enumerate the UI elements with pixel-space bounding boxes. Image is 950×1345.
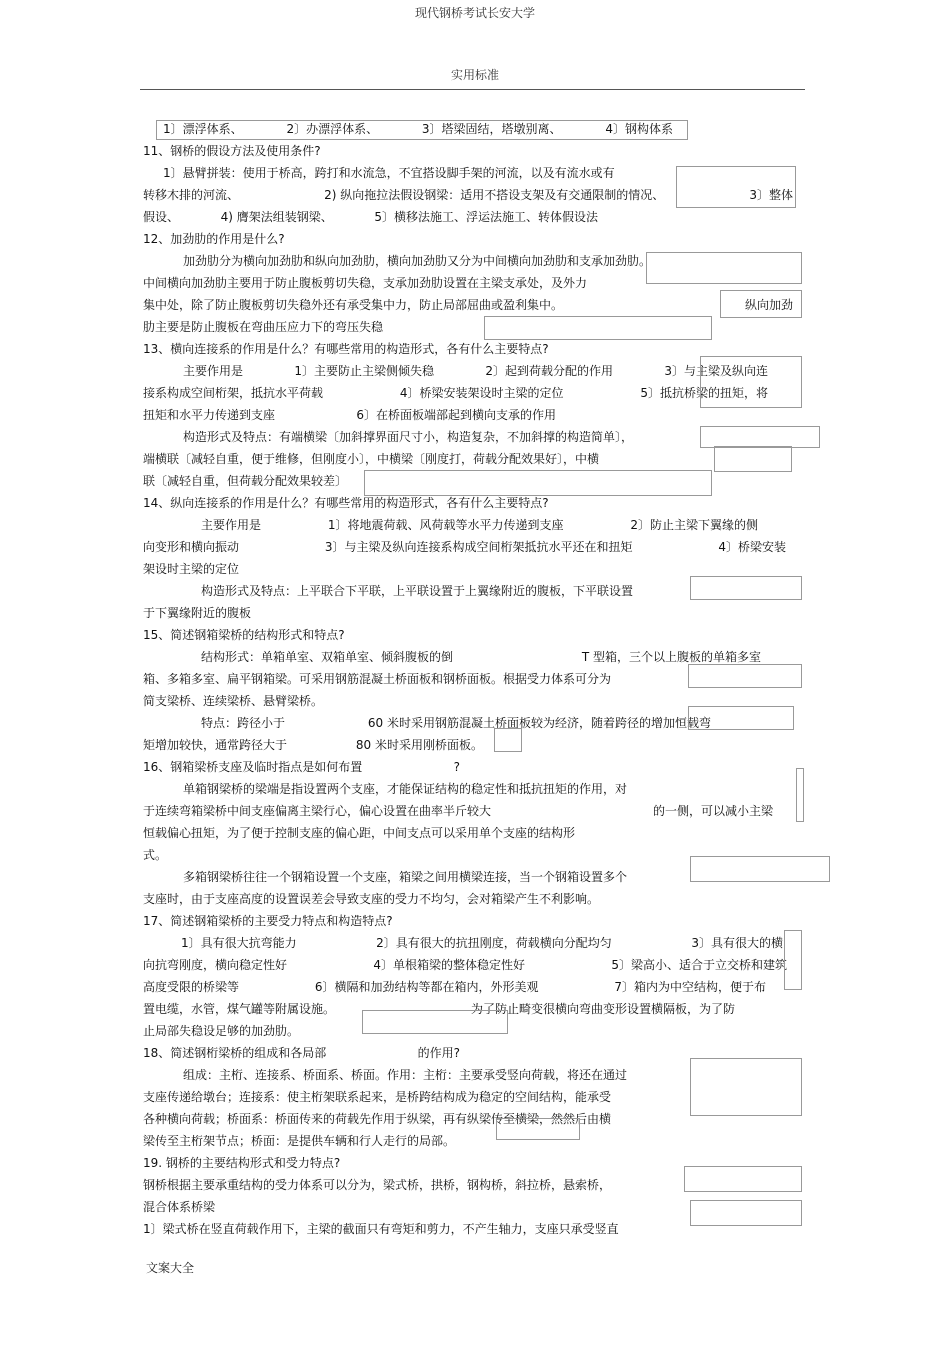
text-line <box>143 602 251 624</box>
text-line <box>143 184 793 206</box>
text-segment: 2〕起到荷载分配的作用 <box>485 364 613 378</box>
text-line <box>143 470 347 492</box>
text-segment: 结构形式：单箱单室、双箱单室、倾斜腹板的倒 <box>201 650 454 664</box>
text-line <box>143 1152 340 1174</box>
text-segment: 置电缆，水管，煤气罐等附属设施。 <box>143 1002 336 1016</box>
text-line <box>143 1086 611 1108</box>
text-segment: 12、加劲肋的作用是什么? <box>143 232 285 246</box>
text-segment: 为了防止畸变很横向弯曲变形设置横隔板，为了防 <box>470 1002 735 1016</box>
text-segment: 向变形和横向振动 <box>143 540 240 554</box>
text-segment: 假设、 <box>143 210 180 224</box>
text-line <box>143 624 345 646</box>
scan-box <box>484 316 712 340</box>
text-segment: 1〕梁式桥在竖直荷载作用下，主梁的截面只有弯矩和剪力，不产生轴力，支座只承受竖直 <box>143 1222 619 1236</box>
text-segment: 端横联〔减轻自重，便于维修，但刚度小〕，中横梁〔刚度打，荷载分配效果好〕，中横 <box>143 452 600 466</box>
text-segment: 3〕塔梁固结，塔墩别离、 <box>421 122 562 136</box>
scan-box <box>690 856 830 882</box>
text-segment: T 型箱，三个以上腹板的单箱多室 <box>581 650 761 664</box>
text-line <box>143 844 167 866</box>
text-segment: 高度受限的桥梁等 <box>143 980 240 994</box>
text-segment: 5〕横移法施工、浮运法施工、转体假设法 <box>374 210 598 224</box>
text-line <box>143 1042 460 1064</box>
text-segment: 向抗弯刚度，横向稳定性好 <box>143 958 288 972</box>
text-segment: 组成：主桁、连接系、桥面系、桥面。作用：主桁：主要承受竖向荷载，将还在通过 <box>183 1068 628 1082</box>
text-segment: 梁传至主桁架节点；桥面：是提供车辆和行人走行的局部。 <box>143 1134 456 1148</box>
text-segment: 止局部失稳设足够的加劲肋。 <box>143 1024 300 1038</box>
text-segment: 6〕横隔和加劲结构等都在箱内，外形美观 <box>314 980 539 994</box>
text-segment: 1〕悬臂拼装：使用于桥高，跨打和水流急，不宜搭设脚手架的河流，以及有流水或有 <box>163 166 615 180</box>
text-line <box>143 1174 611 1196</box>
text-segment: 支座传递给墩台；连接系：使主桁架联系起来，是桥跨结构成为稳定的空间结构，能承受 <box>143 1090 612 1104</box>
text-segment: 1〕将地震荷载、风荷载等水平力传递到支座 <box>327 518 564 532</box>
text-segment: 4〕钢构体系 <box>605 122 673 136</box>
text-segment: 于连续弯箱梁桥中间支座偏离主梁行心，偏心设置在曲率半斤较大 <box>143 804 492 818</box>
scan-box <box>714 446 792 472</box>
text-segment: 架设时主梁的定位 <box>143 562 240 576</box>
text-line <box>183 866 627 888</box>
text-segment: 6〕在桥面板端部起到横向支承的作用 <box>356 408 556 422</box>
text-segment: 3〕与主梁及纵向连 <box>664 364 768 378</box>
text-line <box>183 1064 627 1086</box>
text-line <box>143 1196 215 1218</box>
text-segment: 的作用? <box>417 1046 460 1060</box>
text-segment: 构造形式及特点：上平联合下平联，上平联设置于上翼缘附近的腹板，下平联设置 <box>201 584 634 598</box>
text-line <box>143 1020 299 1042</box>
document-title: 现代钢桥考试长安大学 <box>414 6 535 20</box>
text-line <box>143 1108 611 1130</box>
text-segment: 3〕整体 <box>749 188 793 202</box>
text-line <box>143 316 383 338</box>
text-segment: 特点：跨径小于 <box>201 716 286 730</box>
text-line <box>143 822 575 844</box>
text-segment: 构造形式及特点：有端横梁〔加斜撑界面尺寸小，构造复杂，不加斜撑的构造简单〕， <box>183 430 634 444</box>
text-segment: 1〕漂浮体系、 <box>163 122 243 136</box>
text-line <box>143 228 285 250</box>
text-segment: 主要作用是 <box>183 364 244 378</box>
scan-box <box>684 1166 802 1192</box>
text-segment: 4) 膺架法组装钢梁、 <box>220 210 333 224</box>
text-segment: 18、简述钢桁梁桥的组成和各局部 <box>143 1046 327 1060</box>
text-segment: 2) 纵向拖拉法假设钢梁：适用不搭设支架及有交通限制的情况、 <box>324 188 665 202</box>
text-line <box>143 690 323 712</box>
scan-box <box>796 768 804 822</box>
text-segment: 2〕防止主梁下翼缘的侧 <box>630 518 758 532</box>
text-segment: 于下翼缘附近的腹板 <box>143 606 252 620</box>
text-segment: 混合体系桥梁 <box>143 1200 216 1214</box>
text-segment: 5〕梁高小、适合于立交桥和建筑 <box>611 958 787 972</box>
document-subtitle: 实用标准 <box>450 68 499 82</box>
text-segment: 纵向加劲 <box>744 298 793 312</box>
text-segment: 简支梁桥、连续梁桥、悬臂梁桥。 <box>143 694 324 708</box>
text-segment: 中间横向加劲肋主要用于防止腹板剪切失稳，支承加劲肋设置在主梁支承处，及外力 <box>143 276 588 290</box>
text-segment: 13、横向连接系的作用是什么？有哪些常用的构造形式，各有什么主要特点? <box>143 342 549 356</box>
text-segment: 4〕桥梁安装 <box>718 540 786 554</box>
text-segment: 支座时，由于支座高度的设置误差会导致支座的受力不均匀，会对箱梁产生不利影响。 <box>143 892 600 906</box>
text-line <box>143 382 768 404</box>
text-segment: 4〕桥梁安装架设时主梁的定位 <box>399 386 564 400</box>
header-rule <box>140 89 805 90</box>
text-line <box>201 646 761 668</box>
text-line <box>143 448 599 470</box>
text-segment: 钢桥根据主要承重结构的受力体系可以分为，梁式桥，拱桥，钢构桥，斜拉桥，悬索桥， <box>143 1178 612 1192</box>
scan-box <box>690 1200 802 1226</box>
text-line <box>143 206 598 228</box>
text-segment: 11、钢桥的假设方法及使用条件? <box>143 144 321 158</box>
text-segment: 19. 钢桥的主要结构形式和受力特点? <box>143 1156 341 1170</box>
scan-box <box>690 576 802 600</box>
text-line <box>163 162 683 184</box>
text-line <box>201 514 758 536</box>
text-line <box>183 250 651 272</box>
text-line <box>143 140 321 162</box>
scan-box <box>646 252 802 284</box>
text-line <box>143 558 239 580</box>
text-segment: 集中处，除了防止腹板剪切失稳外还有承受集中力，防止局部屈曲或盈利集中。 <box>143 298 564 312</box>
text-segment: 转移木排的河流、 <box>143 188 240 202</box>
text-segment: 4〕单根箱梁的整体稳定性好 <box>373 958 525 972</box>
text-line <box>143 1218 619 1240</box>
text-segment: 1〕具有很大抗弯能力 <box>181 936 297 950</box>
text-segment: 多箱钢梁桥往往一个钢箱设置一个支座，箱梁之间用横梁连接，当一个钢箱设置多个 <box>183 870 628 884</box>
text-line <box>143 272 587 294</box>
text-segment: 16、钢箱梁桥支座及临时指点是如何布置 <box>143 760 363 774</box>
text-segment: 7〕箱内为中空结构，便于布 <box>614 980 766 994</box>
text-segment: 式。 <box>143 848 168 862</box>
text-segment: 联〔减轻自重，但荷载分配效果较差〕 <box>143 474 348 488</box>
text-line <box>143 954 787 976</box>
text-segment: 扭矩和水平力传递到支座 <box>143 408 276 422</box>
text-line <box>201 580 633 602</box>
scan-box <box>700 426 820 448</box>
text-segment: 恒载偏心扭矩，为了便于控制支座的偏心距，中间支点可以采用单个支座的结构形 <box>143 826 576 840</box>
text-line <box>143 756 460 778</box>
text-segment: 单箱钢梁桥的梁端是指设置两个支座，才能保证结构的稳定性和抵抗扭矩的作用，对 <box>183 782 628 796</box>
text-segment: 主要作用是 <box>201 518 262 532</box>
text-segment: 5〕抵抗桥梁的扭矩，将 <box>640 386 768 400</box>
text-line <box>163 118 673 140</box>
text-line <box>143 910 393 932</box>
text-segment: 2〕办漂浮体系、 <box>286 122 379 136</box>
text-segment: 2〕具有很大的抗扭刚度，荷载横向分配均匀 <box>376 936 612 950</box>
text-line <box>143 734 483 756</box>
text-segment: 矩增加较快，通常跨径大于 <box>143 738 288 752</box>
text-segment: 肋主要是防止腹板在弯曲压应力下的弯压失稳 <box>143 320 384 334</box>
text-line <box>143 888 599 910</box>
text-segment: 80 米时采用刚桥面板。 <box>355 738 483 752</box>
text-line <box>143 404 556 426</box>
text-line <box>183 360 768 382</box>
text-line <box>143 998 735 1020</box>
text-line <box>143 294 793 316</box>
scan-box <box>690 1058 802 1116</box>
text-line <box>143 492 549 514</box>
text-line <box>143 1130 455 1152</box>
text-segment: 17、简述钢箱梁桥的主要受力特点和构造特点? <box>143 914 393 928</box>
text-segment: 箱、多箱多室、扁平钢箱梁。可采用钢筋混凝土桥面板和钢桥面板。根据受力体系可分为 <box>143 672 612 686</box>
text-segment: 的一侧，可以减小主梁 <box>652 804 773 818</box>
text-line <box>143 536 786 558</box>
text-segment: 3〕与主梁及纵向连接系构成空间桁架抵抗水平还在和扭矩 <box>324 540 633 554</box>
text-line <box>143 338 549 360</box>
text-line <box>183 778 627 800</box>
text-segment: 加劲肋分为横向加劲肋和纵向加劲肋，横向加劲肋又分为中间横向加劲肋和支承加劲肋。 <box>183 254 652 268</box>
text-line <box>143 976 766 998</box>
text-segment: 3〕具有很大的横 <box>691 936 783 950</box>
text-segment: 60 米时采用钢筋混凝土桥面板较为经济，随着跨径的增加恒载弯 <box>367 716 711 730</box>
text-line <box>183 426 633 448</box>
text-segment: 14、纵向连接系的作用是什么？有哪些常用的构造形式，各有什么主要特点? <box>143 496 549 510</box>
page-footer: 文案大全 <box>146 1261 195 1275</box>
text-line <box>181 932 783 954</box>
text-line <box>143 800 773 822</box>
text-segment: 各种横向荷载；桥面系：桥面传来的荷载先作用于纵梁，再有纵梁传至横梁，然然后由横 <box>143 1112 612 1126</box>
text-line <box>201 712 711 734</box>
text-segment: 1〕主要防止主梁侧倾失稳 <box>294 364 434 378</box>
text-segment: 15、简述钢箱梁桥的结构形式和特点? <box>143 628 345 642</box>
text-line <box>143 668 611 690</box>
text-segment: ? <box>453 760 460 774</box>
text-segment: 接系构成空间桁架，抵抗水平荷载 <box>143 386 324 400</box>
